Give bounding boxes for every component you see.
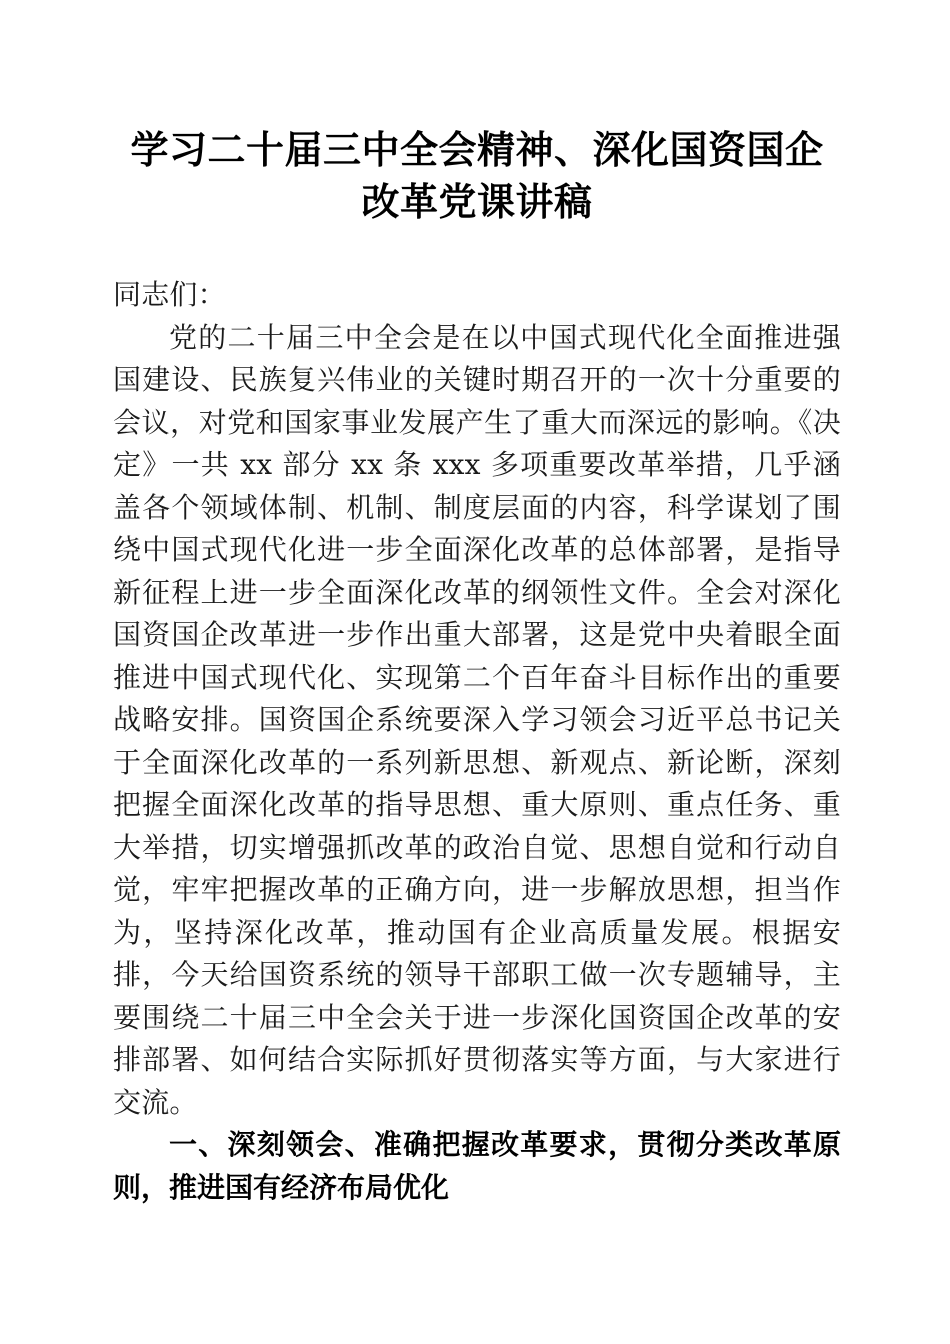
document-content bbox=[113, 0, 841, 1209]
body-paragraph-1: 党的二十届三中全会是在以中国式现代化全面推进强国建设、民族复兴伟业的关键时期召开的一次十分重要的会议，对党和国家事业发展产生了重大而深远的影响。《决定》一共 xx 部分 xx 条 xxx 多项重要改革举措，几乎涵盖各个领域体制、机制、制度层面的内容，科学谋划了围绕中国式现代化进一步全面深化改革的总体部署，是指导新征程上进一步全面深化改革的纲领性文件。全会对深化国资国企改革进一步作出重大部署，这是党中央着眼全面推进中国式现代化、实现第二个百年奋斗目标作出的重要战略安排。国资国企系统要深入学习领会习近平总书记关于全面深化改革的一系列新思想、新观点、新论断，深刻把握全面深化改革的指导思想、重大原则、重点任务、重大举措，切实增强抓改革的政治自觉、思想自觉和行动自觉，牢牢把握改革的正确方向，进一步解放思想，担当作为，坚持深化改革，推动国有企业高质量发展。根据安排，今天给国资系统的领导干部职工做一次专题辅导，主要围绕二十届三中全会关于进一步深化国资国企改革的安排部署、如何结合实际抓好贯彻落实等方面，与大家进行交流。 bbox=[113, 320, 841, 1119]
document-body bbox=[113, 274, 841, 1209]
salutation: 同志们： bbox=[113, 278, 226, 311]
section-heading-1: 一、深刻领会、准确把握改革要求，贯彻分类改革原则，推进国有经济布局优化 bbox=[113, 1129, 841, 1203]
page-title: 学习二十届三中全会精神、深化国资国企改革党课讲稿 bbox=[130, 127, 824, 224]
